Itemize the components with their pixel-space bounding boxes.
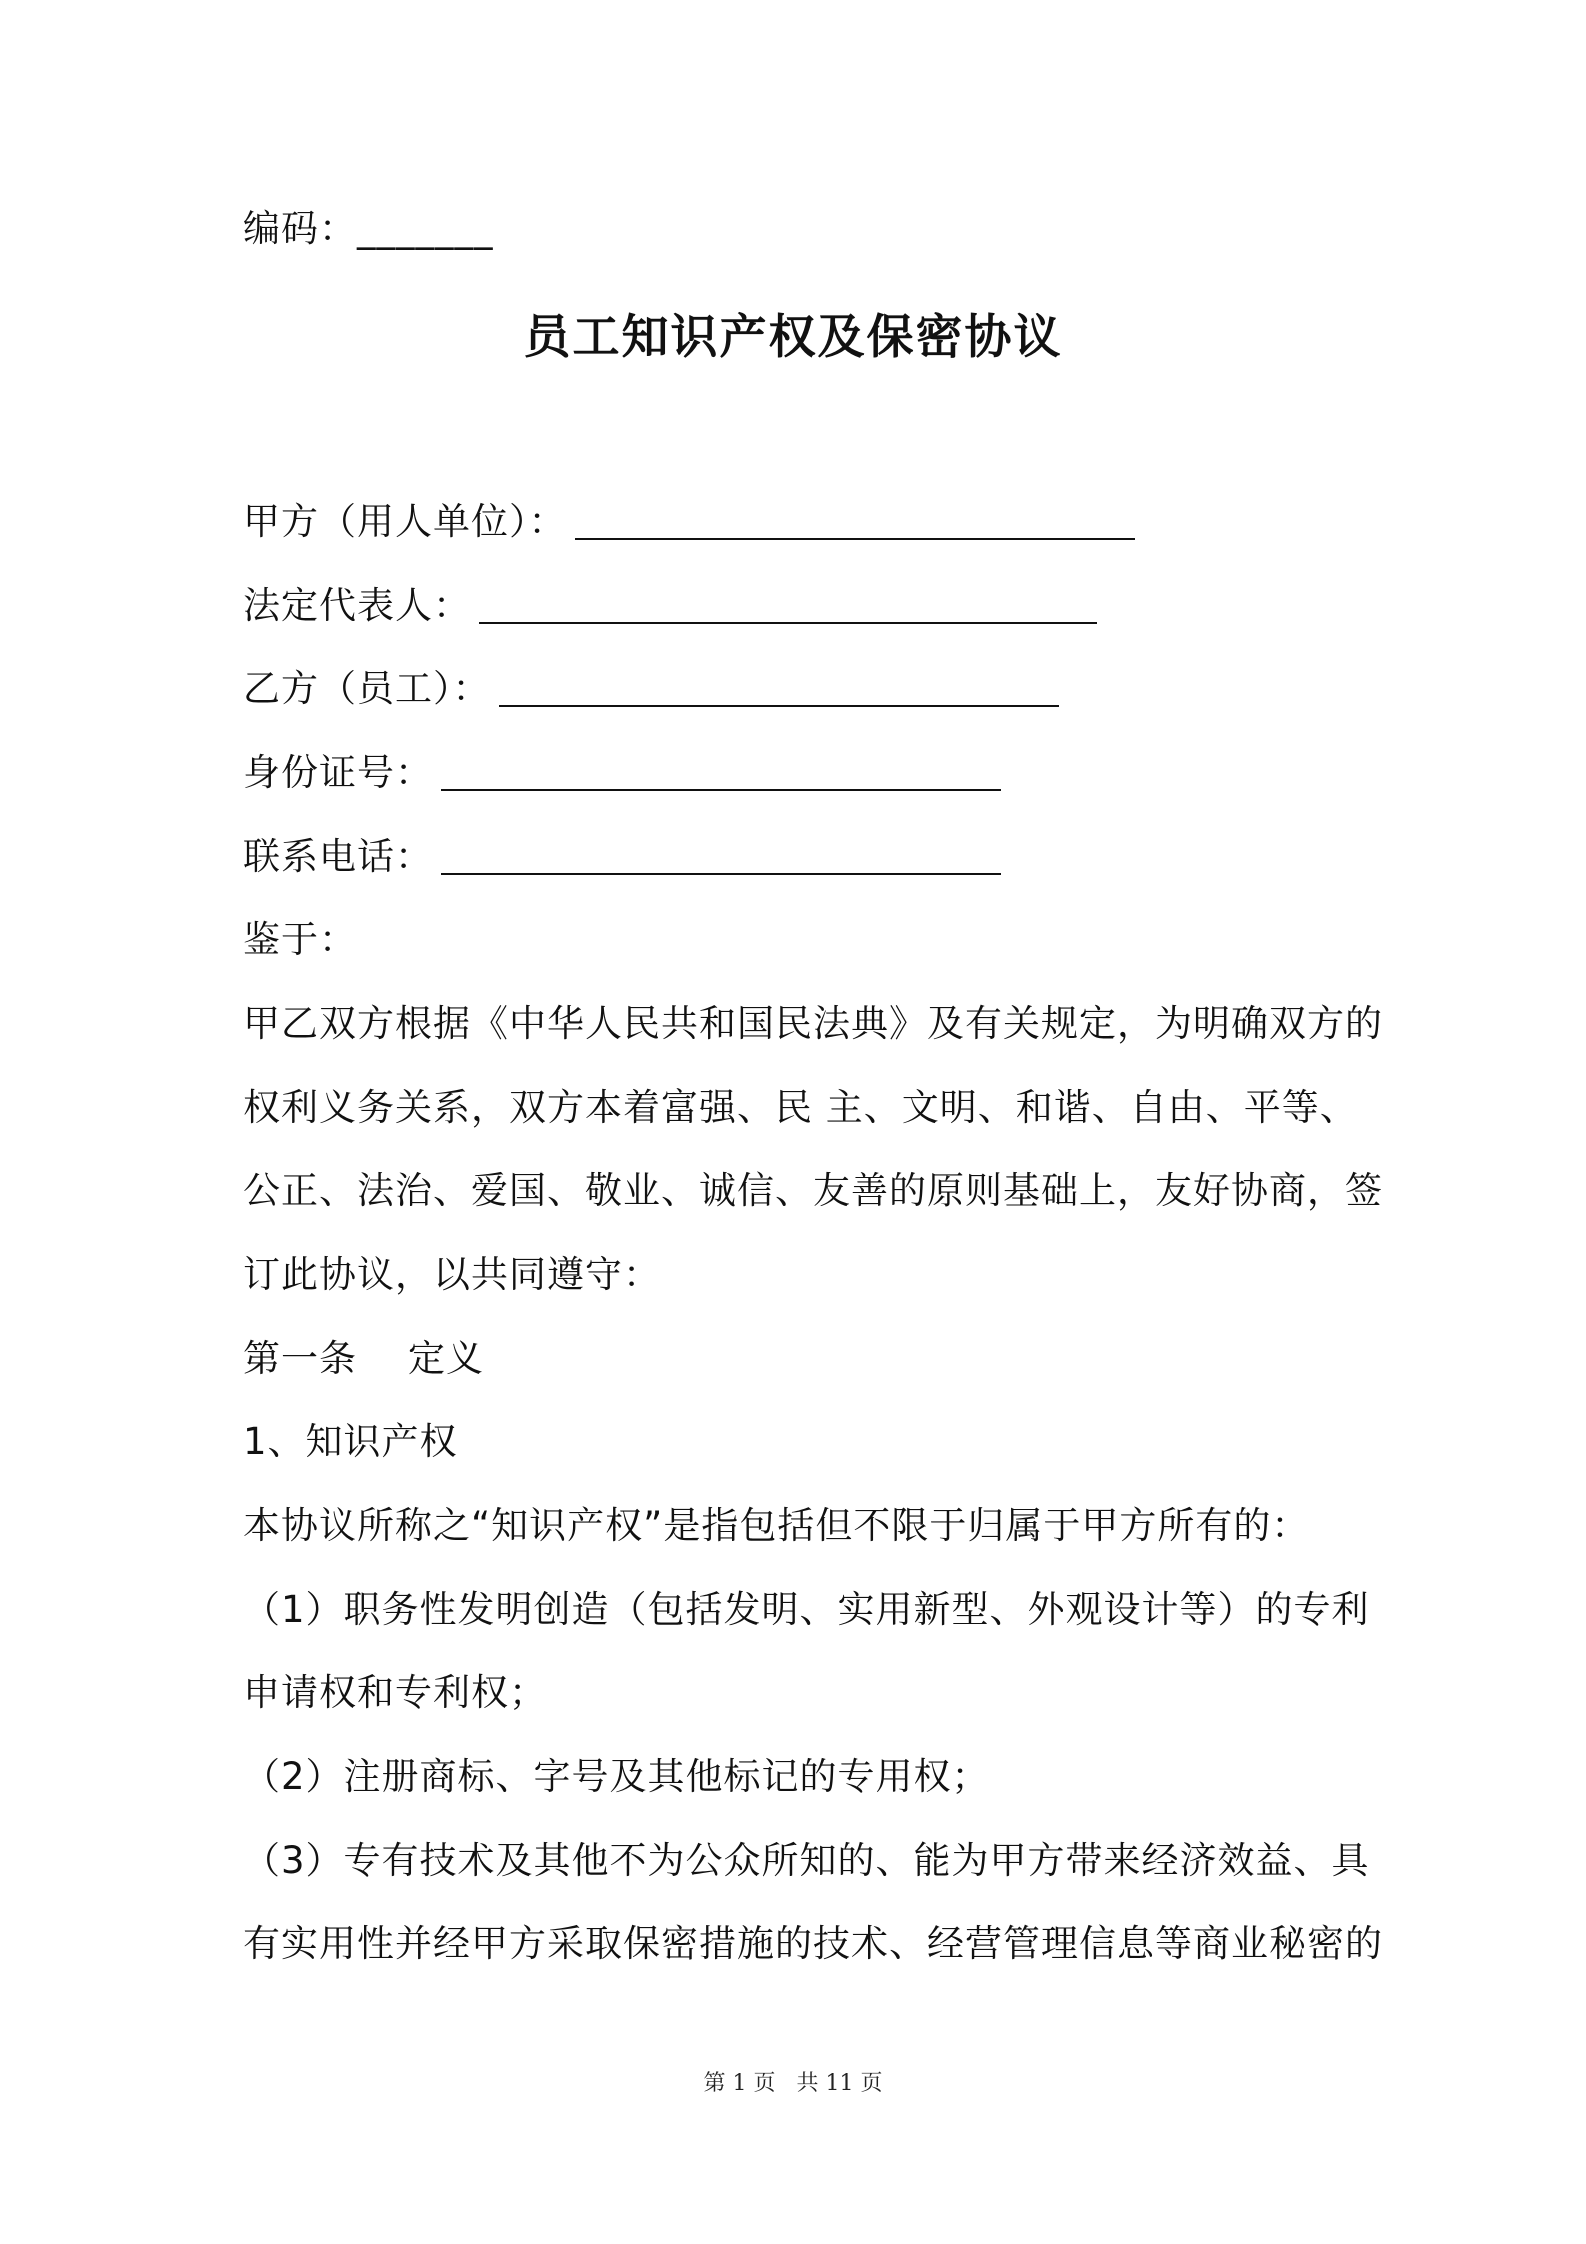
whereas-heading: 鉴于：	[243, 918, 357, 961]
party-a-field	[243, 500, 1135, 543]
paragraph-line: 甲乙双方根据《中华人民共和国民法典》及有关规定，为明确双方的	[243, 1002, 1383, 1045]
section-heading: 1、知识产权	[243, 1420, 458, 1463]
id-number-field	[243, 751, 1001, 794]
id-number-blank[interactable]	[441, 755, 1001, 791]
legal-rep-blank[interactable]	[479, 588, 1097, 624]
phone-blank[interactable]	[441, 839, 1001, 875]
party-b-field	[243, 667, 1059, 710]
phone-field	[243, 835, 1001, 878]
paragraph-line: 本协议所称之“知识产权”是指包括但不限于归属于甲方所有的：	[243, 1504, 1310, 1547]
phone-label: 联系电话：	[243, 835, 433, 878]
paragraph-line: 权利义务关系，双方本着富强、民 主、文明、和谐、自由、平等、	[243, 1086, 1358, 1129]
page-footer: 第 1 页 共 11 页	[703, 2071, 883, 2096]
code-blank[interactable]: _______	[357, 207, 494, 250]
clause-line: （1）职务性发明创造（包括发明、实用新型、外观设计等）的专利	[243, 1588, 1370, 1631]
article-heading: 第一条 定义	[243, 1337, 485, 1380]
legal-rep-label: 法定代表人：	[243, 584, 471, 627]
legal-rep-field	[243, 584, 1097, 627]
clause-line: 有实用性并经甲方采取保密措施的技术、经营管理信息等商业秘密的	[243, 1922, 1383, 1965]
clause-line: （3）专有技术及其他不为公众所知的、能为甲方带来经济效益、具	[243, 1839, 1370, 1882]
paragraph-line: 公正、法治、爱国、敬业、诚信、友善的原则基础上，友好协商，签	[243, 1169, 1383, 1212]
code-label: 编码：	[243, 207, 357, 250]
code-line	[243, 207, 494, 250]
paragraph-line: 订此协议，以共同遵守：	[243, 1253, 661, 1296]
party-b-blank[interactable]	[499, 671, 1059, 707]
party-b-label: 乙方（员工）：	[243, 667, 491, 710]
party-a-label: 甲方（用人单位）：	[243, 500, 567, 543]
party-a-blank[interactable]	[575, 504, 1135, 540]
id-number-label: 身份证号：	[243, 751, 433, 794]
document-title: 员工知识产权及保密协议	[523, 310, 1063, 365]
clause-line: （2）注册商标、字号及其他标记的专用权；	[243, 1755, 990, 1798]
clause-line: 申请权和专利权；	[243, 1671, 547, 1714]
